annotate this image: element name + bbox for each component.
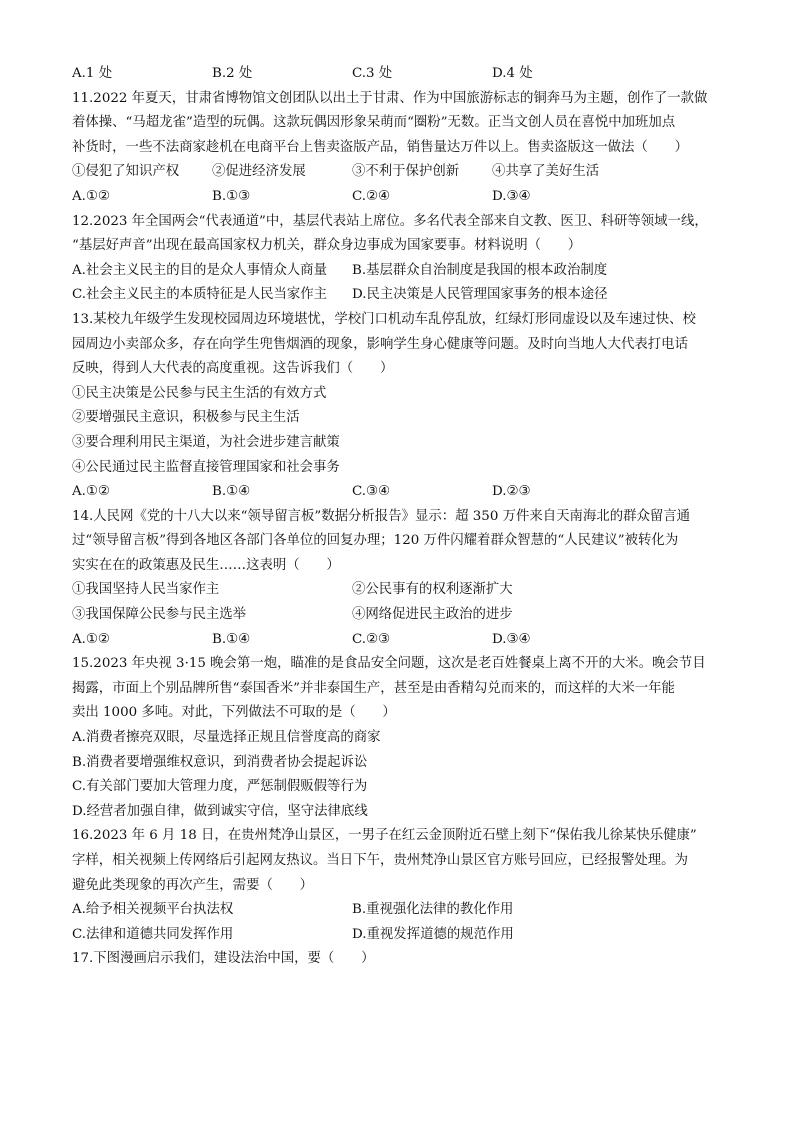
q15-option-a: A.消费者擦亮双眼，尽量选择正规且信誉度高的商家 — [72, 730, 381, 746]
q13-item: ④公民通过民主监督直接管理国家和社会事务 — [72, 459, 340, 475]
q11-item: ④共享了美好生活 — [492, 164, 600, 180]
question-12 — [72, 210, 722, 308]
q15-option-d: D.经营者加强自律，做到诚实守信，坚守法律底线 — [72, 803, 368, 819]
q12-stem-line: “基层好声音”出现在最高国家权力机关，群众身边事成为国家要事。材料说明（ ） — [72, 238, 582, 254]
q14-items-row — [72, 578, 722, 603]
q16-options-row — [72, 923, 722, 948]
q10-option-b: B.2 处 — [212, 66, 253, 81]
q13-stem-line: 13.某校九年级学生发现校园周边环境堪忧，学校门口机动车乱停乱放，红绿灯形同虚设以及车速过快、校 — [72, 311, 696, 327]
q16-stem-line: 避免此类现象的再次产生，需要（ ） — [72, 877, 314, 893]
q14-options — [72, 628, 722, 653]
q11-item: ①侵犯了知识产权 — [72, 164, 180, 180]
q10-option-c: C.3 处 — [352, 66, 393, 81]
q15-option-b: B.消费者要增强维权意识，到消费者协会提起诉讼 — [72, 754, 368, 770]
q14-stem-line: 过“领导留言板”得到各地区各部门各单位的回复办理；120 万件闪耀着群众智慧的“人民建议”被转化为 — [72, 533, 679, 549]
q11-stem-line: 着体操、“马超龙雀”造型的玩偶。这款玩偶因形象呆萌而“圈粉”无数。正当文创人员在喜悦中加班加点 — [72, 115, 676, 131]
q11-option-a: A.①② — [72, 188, 110, 204]
question-13 — [72, 308, 722, 505]
q10-options — [72, 62, 722, 87]
q12-option-b: B.基层群众自治制度是我国的根本政治制度 — [352, 262, 608, 278]
question-17 — [72, 947, 722, 972]
q16-option-d: D.重视发挥道德的规范作用 — [352, 926, 514, 942]
q11-item: ②促进经济发展 — [212, 164, 306, 180]
q11-option-b: B.①③ — [212, 188, 251, 204]
question-11 — [72, 87, 722, 210]
q12-options-row — [72, 259, 722, 284]
q14-item: ②公民事有的权利逐渐扩大 — [352, 582, 513, 598]
q13-option-a: A.①② — [72, 484, 110, 500]
question-15 — [72, 652, 722, 824]
q11-stem-line: 11.2022 年夏天，甘肃省博物馆文创团队以出土于甘肃、作为中国旅游标志的铜奔马为主题，创作了一款做 — [72, 90, 708, 106]
q14-item: ①我国坚持人民当家作主 — [72, 582, 220, 598]
q13-option-b: B.①④ — [212, 484, 251, 500]
q12-option-d: D.民主决策是人民管理国家事务的根本途径 — [352, 287, 608, 303]
q15-stem-line: 揭露，市面上个别品牌所售“泰国香米”并非泰国生产，甚至是由香精勾兑而来的，而这样的大米一年能 — [72, 680, 675, 696]
q11-options — [72, 185, 722, 210]
question-16 — [72, 824, 722, 947]
q16-stem-line: 字样，相关视频上传网络后引起网友热议。当日下午，贵州梵净山景区官方账号回应，已经报警处理。为 — [72, 853, 688, 868]
q14-option-b: B.①④ — [212, 631, 251, 647]
q12-stem-line: 12.2023 年全国两会“代表通道”中，基层代表站上席位。多名代表全部来自文教、医卫、科研等领域一线， — [72, 213, 708, 229]
q10-option-a: A.1 处 — [72, 66, 113, 81]
q14-items-row — [72, 603, 722, 628]
q16-option-a: A.给予相关视频平台执法权 — [72, 902, 234, 918]
q11-item: ③不利于保护创新 — [352, 164, 460, 180]
q10-option-d: D.4 处 — [492, 66, 533, 81]
q15-option-c: C.有关部门要加大管理力度，严惩制假贩假等行为 — [72, 779, 368, 795]
q11-stem-line: 补货时，一些不法商家趁机在电商平台上售卖盗版产品，销售量达万件以上。售卖盗版这一做法（ ） — [72, 139, 688, 155]
q13-stem-line: 反映，得到人大代表的高度重视。这告诉我们（ ） — [72, 361, 394, 377]
q13-option-d: D.②③ — [492, 484, 531, 500]
q16-option-c: C.法律和道德共同发挥作用 — [72, 926, 234, 942]
q13-item: ①民主决策是公民参与民主生活的有效方式 — [72, 385, 327, 401]
question-14 — [72, 505, 722, 653]
q13-item: ②要增强民主意识，积极参与民主生活 — [72, 410, 300, 426]
q13-stem-line: 园周边小卖部众多，存在向学生兜售烟酒的现象，影响学生身心健康等问题。及时向当地人大代表打电话 — [72, 336, 688, 352]
q13-options — [72, 480, 722, 505]
q14-stem-line: 实实在在的政策惠及民生……这表明（ ） — [72, 557, 340, 573]
q15-stem-line: 15.2023 年央视 3·15 晚会第一炮，瞄准的是食品安全问题，这次是老百姓餐桌上离不开的大米。晚会节目 — [72, 656, 706, 672]
q12-options-row — [72, 283, 722, 308]
q13-option-c: C.③④ — [352, 484, 391, 500]
q17-stem-line: 17.下图漫画启示我们，建设法治中国，要（ ） — [72, 951, 375, 967]
q12-option-a: A.社会主义民主的目的是众人事情众人商量 — [72, 262, 327, 278]
q14-option-c: C.②③ — [352, 631, 391, 647]
q16-option-b: B.重视强化法律的教化作用 — [352, 902, 514, 918]
q14-stem-line: 14.人民网《党的十八大以来“领导留言板”数据分析报告》显示：超 350 万件来自天南海北的群众留言通 — [72, 508, 691, 524]
q11-option-c: C.②④ — [352, 188, 391, 204]
q16-options-row — [72, 898, 722, 923]
q14-option-d: D.③④ — [492, 631, 531, 647]
q12-option-c: C.社会主义民主的本质特征是人民当家作主 — [72, 287, 328, 303]
q11-items — [72, 160, 722, 185]
q13-item: ③要合理利用民主渠道，为社会进步建言献策 — [72, 434, 340, 450]
q14-item: ④网络促进民主政治的进步 — [352, 607, 513, 623]
q14-item: ③我国保障公民参与民主选举 — [72, 607, 247, 623]
q16-stem-line: 16.2023 年 6 月 18 日，在贵州梵净山景区，一男子在红云金顶附近石壁上刻下“保佑我儿徐某快乐健康” — [72, 828, 697, 844]
q14-option-a: A.①② — [72, 631, 110, 647]
q15-stem-line: 卖出 1000 多吨。对此，下列做法不可取的是（ ） — [72, 705, 396, 721]
q11-option-d: D.③④ — [492, 188, 531, 204]
